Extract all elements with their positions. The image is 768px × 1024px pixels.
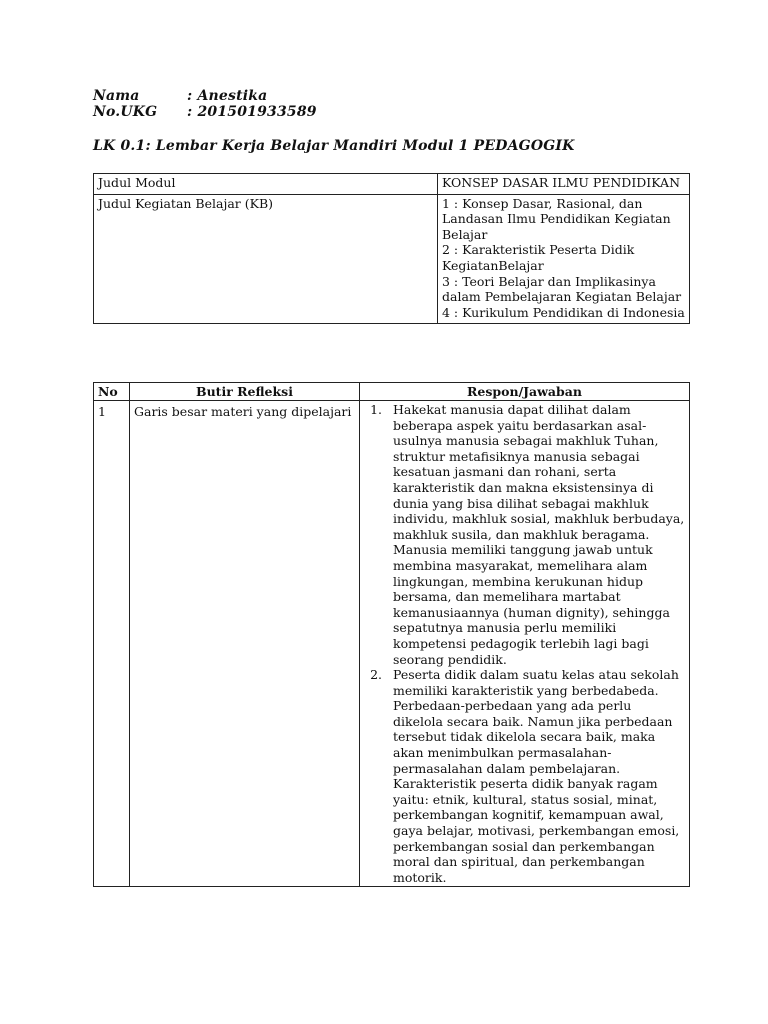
- response-item: 2. Peserta didik dalam suatu kelas atau sekolah memiliki karakteristik yang berbedabeda. Perbedaan-perbedaan yang ada perlu dikelola secara baik. Namun jika perbedaan tersebut tidak dikelola secara baik, maka akan menimbulkan permasalahan-permasalahan dalam pembelajaran. Karakteristik peserta didik banyak ragam yaitu: etnik, kultural, status sosial, minat, perkembangan kognitif, kemampuan awal, gaya belajar, motivasi, perkembangan emosi, perkembangan sosial dan perkembangan moral dan spiritual, dan perkembangan motorik.: [386, 667, 685, 885]
- judul-kb-label: Judul Kegiatan Belajar (KB): [94, 194, 438, 324]
- judul-kb-row: [94, 194, 690, 324]
- judul-modul-row: [94, 174, 690, 195]
- ukg-line: [93, 104, 317, 120]
- judul-modul-value: KONSEP DASAR ILMU PENDIDIKAN: [438, 174, 690, 195]
- response-list: [364, 402, 685, 885]
- response-item: 1. Hakekat manusia dapat dilihat dalam beberapa aspek yaitu berdasarkan asal-usulnya manusia sebagai makhluk Tuhan, struktur metafisiknya manusia sebagai kesatuan jasmani dan rohani, serta karakteristik dan makna eksistensinya di dunia yang bisa dilihat sebagai makhluk individu, makhluk sosial, makhluk berbudaya, makhluk susila, dan makhluk beragama. Manusia memiliki tanggung jawab untuk membina masyarakat, memelihara alam lingkungan, membina kerukunan hidup bersama, dan memelihara martabat kemanusiaannya (human dignity), sehingga sepatutnya manusia perlu memiliki kompetensi pedagogik terlebih lagi bagi seorang pendidik.: [386, 402, 685, 667]
- table-row: [94, 401, 690, 887]
- kb-item: 4 : Kurikulum Pendidikan di Indonesia: [442, 304, 685, 320]
- reflection-header-row: [94, 383, 690, 401]
- row-butir: Garis besar materi yang dipelajari: [130, 401, 360, 887]
- row-number: 1: [94, 401, 130, 887]
- reflection-table: [93, 382, 690, 887]
- module-info-table: [93, 173, 690, 324]
- judul-modul-label: Judul Modul: [94, 174, 438, 195]
- kb-item: 3 : Teori Belajar dan Implikasinya dalam Pembelajaran Kegiatan Belajar: [442, 273, 682, 305]
- row-responses: [360, 401, 690, 887]
- document-title: LK 0.1: Lembar Kerja Belajar Mandiri Modul 1 PEDAGOGIK: [93, 138, 575, 154]
- nama-label: Nama: [93, 88, 140, 104]
- header-respon-jawaban: Respon/Jawaban: [360, 383, 690, 401]
- kb-item: 1 : Konsep Dasar, Rasional, dan Landasan Ilmu Pendidikan Kegiatan Belajar: [442, 195, 671, 242]
- kb-list: [438, 194, 690, 324]
- kb-item: 2 : Karakteristik Peserta Didik KegiatanBelajar: [442, 242, 635, 273]
- nama-value: : Anestika: [187, 88, 268, 104]
- header-no: No: [94, 383, 130, 401]
- ukg-value: : 201501933589: [187, 104, 317, 120]
- header-butir-refleksi: Butir Refleksi: [130, 383, 360, 401]
- nama-line: [93, 88, 267, 104]
- ukg-label: No.UKG: [93, 104, 158, 120]
